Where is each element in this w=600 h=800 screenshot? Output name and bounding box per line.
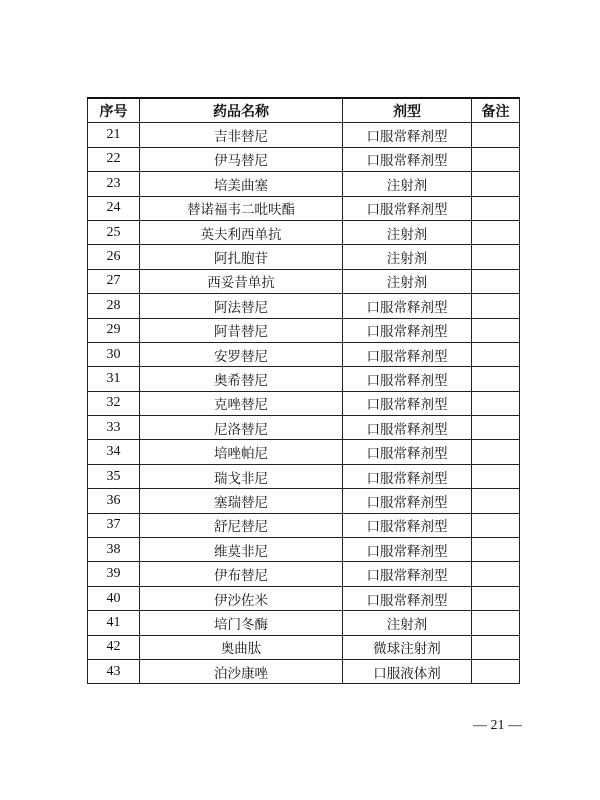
row-number-cell: 22 [88, 147, 140, 171]
row-number-cell: 27 [88, 269, 140, 293]
row-number-cell: 25 [88, 220, 140, 244]
table-row [88, 489, 520, 513]
notes-cell [472, 489, 520, 513]
table-row [88, 318, 520, 342]
row-number-cell: 31 [88, 367, 140, 391]
drug-name-cell: 奥希替尼 [140, 367, 343, 391]
row-number-cell: 34 [88, 440, 140, 464]
notes-cell [472, 586, 520, 610]
row-number-cell: 30 [88, 342, 140, 366]
row-number-cell: 28 [88, 294, 140, 318]
row-number-cell: 39 [88, 562, 140, 586]
header-drug-name: 药品名称 [140, 98, 343, 123]
dosage-form-cell: 口服常释剂型 [343, 391, 472, 415]
drug-name-cell: 安罗替尼 [140, 342, 343, 366]
row-number-cell: 38 [88, 538, 140, 562]
dosage-form-cell: 口服常释剂型 [343, 123, 472, 147]
row-number-cell: 35 [88, 464, 140, 488]
table-row [88, 586, 520, 610]
drug-name-cell: 阿昔替尼 [140, 318, 343, 342]
notes-cell [472, 245, 520, 269]
drug-name-cell: 塞瑞替尼 [140, 489, 343, 513]
row-number-cell: 41 [88, 611, 140, 635]
notes-cell [472, 513, 520, 537]
row-number-cell: 40 [88, 586, 140, 610]
drug-name-cell: 西妥昔单抗 [140, 269, 343, 293]
notes-cell [472, 611, 520, 635]
drug-name-cell: 维莫非尼 [140, 538, 343, 562]
table-row [88, 562, 520, 586]
drug-name-cell: 吉非替尼 [140, 123, 343, 147]
dosage-form-cell: 口服常释剂型 [343, 489, 472, 513]
dosage-form-cell: 口服常释剂型 [343, 538, 472, 562]
table-body [88, 123, 520, 684]
table-row [88, 659, 520, 683]
table-row [88, 513, 520, 537]
dosage-form-cell: 注射剂 [343, 245, 472, 269]
table-row [88, 220, 520, 244]
notes-cell [472, 318, 520, 342]
notes-cell [472, 562, 520, 586]
row-number-cell: 37 [88, 513, 140, 537]
drug-name-cell: 泊沙康唑 [140, 659, 343, 683]
notes-cell [472, 269, 520, 293]
drug-name-cell: 伊沙佐米 [140, 586, 343, 610]
dosage-form-cell: 口服常释剂型 [343, 196, 472, 220]
table-row [88, 464, 520, 488]
drug-name-cell: 培门冬酶 [140, 611, 343, 635]
drug-name-cell: 瑞戈非尼 [140, 464, 343, 488]
table-row [88, 538, 520, 562]
notes-cell [472, 172, 520, 196]
drug-name-cell: 舒尼替尼 [140, 513, 343, 537]
dosage-form-cell: 口服液体剂 [343, 659, 472, 683]
notes-cell [472, 659, 520, 683]
table-row [88, 294, 520, 318]
header-dosage-form: 剂型 [343, 98, 472, 123]
header-number: 序号 [88, 98, 140, 123]
row-number-cell: 32 [88, 391, 140, 415]
table-row [88, 196, 520, 220]
row-number-cell: 26 [88, 245, 140, 269]
drug-name-cell: 伊马替尼 [140, 147, 343, 171]
drug-name-cell: 培唑帕尼 [140, 440, 343, 464]
dosage-form-cell: 口服常释剂型 [343, 586, 472, 610]
table-row [88, 172, 520, 196]
notes-cell [472, 220, 520, 244]
notes-cell [472, 294, 520, 318]
table-row [88, 391, 520, 415]
drug-name-cell: 培美曲塞 [140, 172, 343, 196]
dosage-form-cell: 口服常释剂型 [343, 464, 472, 488]
drug-name-cell: 尼洛替尼 [140, 416, 343, 440]
dosage-form-cell: 口服常释剂型 [343, 318, 472, 342]
dosage-form-cell: 口服常释剂型 [343, 147, 472, 171]
dosage-form-cell: 口服常释剂型 [343, 562, 472, 586]
table-row [88, 123, 520, 147]
table-header [88, 98, 520, 123]
dosage-form-cell: 注射剂 [343, 269, 472, 293]
dosage-form-cell: 口服常释剂型 [343, 294, 472, 318]
drug-name-cell: 阿扎胞苷 [140, 245, 343, 269]
page-number: — 21 — [473, 718, 522, 733]
drug-name-cell: 奥曲肽 [140, 635, 343, 659]
dosage-form-cell: 微球注射剂 [343, 635, 472, 659]
notes-cell [472, 635, 520, 659]
notes-cell [472, 440, 520, 464]
table-row [88, 416, 520, 440]
drug-list-table [87, 97, 520, 684]
notes-cell [472, 123, 520, 147]
notes-cell [472, 342, 520, 366]
dosage-form-cell: 注射剂 [343, 172, 472, 196]
table-row [88, 635, 520, 659]
table-row [88, 440, 520, 464]
drug-name-cell: 替诺福韦二吡呋酯 [140, 196, 343, 220]
notes-cell [472, 196, 520, 220]
table-row [88, 611, 520, 635]
notes-cell [472, 416, 520, 440]
dosage-form-cell: 注射剂 [343, 611, 472, 635]
table-row [88, 147, 520, 171]
notes-cell [472, 538, 520, 562]
row-number-cell: 42 [88, 635, 140, 659]
dosage-form-cell: 口服常释剂型 [343, 416, 472, 440]
dosage-form-cell: 口服常释剂型 [343, 513, 472, 537]
notes-cell [472, 147, 520, 171]
notes-cell [472, 367, 520, 391]
row-number-cell: 43 [88, 659, 140, 683]
row-number-cell: 29 [88, 318, 140, 342]
row-number-cell: 24 [88, 196, 140, 220]
drug-name-cell: 克唑替尼 [140, 391, 343, 415]
row-number-cell: 36 [88, 489, 140, 513]
drug-name-cell: 伊布替尼 [140, 562, 343, 586]
drug-name-cell: 阿法替尼 [140, 294, 343, 318]
row-number-cell: 23 [88, 172, 140, 196]
dosage-form-cell: 口服常释剂型 [343, 342, 472, 366]
table-row [88, 342, 520, 366]
table-row [88, 245, 520, 269]
notes-cell [472, 464, 520, 488]
row-number-cell: 33 [88, 416, 140, 440]
header-notes: 备注 [472, 98, 520, 123]
row-number-cell: 21 [88, 123, 140, 147]
table-row [88, 367, 520, 391]
header-row [88, 98, 520, 123]
notes-cell [472, 391, 520, 415]
dosage-form-cell: 口服常释剂型 [343, 367, 472, 391]
dosage-form-cell: 口服常释剂型 [343, 440, 472, 464]
drug-name-cell: 英夫利西单抗 [140, 220, 343, 244]
dosage-form-cell: 注射剂 [343, 220, 472, 244]
table-row [88, 269, 520, 293]
